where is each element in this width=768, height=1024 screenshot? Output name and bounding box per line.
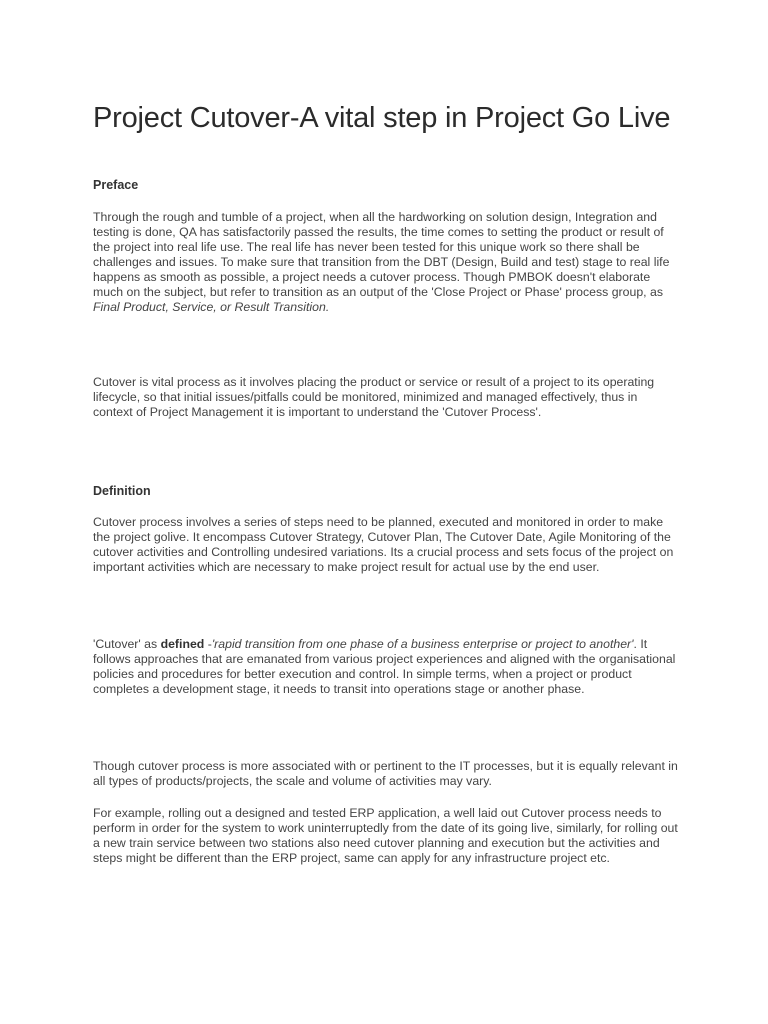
preface-paragraph-1-italic: Final Product, Service, or Result Transition. bbox=[93, 300, 330, 314]
definition-paragraph-3: Though cutover process is more associated with or pertinent to the IT processes, but it is equally relevant in all types of products/projects, the scale and volume of activities may vary. bbox=[93, 759, 678, 788]
definition-paragraph-2-bold: defined bbox=[160, 637, 205, 651]
preface-paragraph-1-text: Through the rough and tumble of a project, when all the hardworking on solution design, Integration and testing is done, QA has satisfactorily passed the results, the time comes to setting the product or result of the project into real life use. The real life has never been tested for this unique work so there shall be challenges and issues. To make sure that transition from the DBT (Design, Build and test) stage to real life happens as smooth as possible, a project needs a cutover process. Though PMBOK doesn't elaborate much on the subject, but refer to transition as an output of the 'Close Project or Phase' process group, as bbox=[93, 210, 670, 299]
preface-heading: Preface bbox=[93, 178, 139, 192]
definition-paragraph-1: Cutover process involves a series of steps need to be planned, executed and monitored in order to make the project golive. It encompass Cutover Strategy, Cutover Plan, The Cutover Date, Agile Monitoring of the cutover activities and Controlling undesired variations. Its a crucial process and sets focus of the project on important activities which are necessary to make project result for actual use by the end user. bbox=[93, 515, 674, 574]
preface-paragraph-2: Cutover is vital process as it involves placing the product or service or result of a project to its operating lifecycle, so that initial issues/pitfalls could be monitored, minimized and managed effectively, thus in context of Project Management it is important to understand the 'Cutover Process'. bbox=[93, 375, 655, 419]
definition-paragraph-2-rest: . It follows approaches that are emanated from various project experiences and aligned with the organisational policies and procedures for better execution and control. In simple terms, when a project or product completes a development stage, it needs to transit into operations stage or another phase. bbox=[93, 637, 676, 696]
definition-heading: Definition bbox=[93, 484, 151, 498]
definition-paragraph-2-lead: 'Cutover' as bbox=[93, 637, 161, 651]
preface-paragraph-1 bbox=[93, 210, 678, 315]
definition-paragraph-2-italic: 'rapid transition from one phase of a business enterprise or project to another' bbox=[211, 637, 634, 651]
definition-paragraph-2 bbox=[93, 637, 678, 697]
definition-paragraph-4: For example, rolling out a designed and tested ERP application, a well laid out Cutover process needs to perform in order for the system to work uninterruptedly from the date of its going live, similarly, for rolling out a new train service between two stations also need cutover planning and execution but the activities and steps might be different than the ERP project, same can apply for any infrastructure project etc. bbox=[93, 806, 678, 865]
definition-paragraph-2-dash: - bbox=[204, 637, 212, 651]
page-title: Project Cutover-A vital step in Project Go Live bbox=[93, 102, 671, 134]
